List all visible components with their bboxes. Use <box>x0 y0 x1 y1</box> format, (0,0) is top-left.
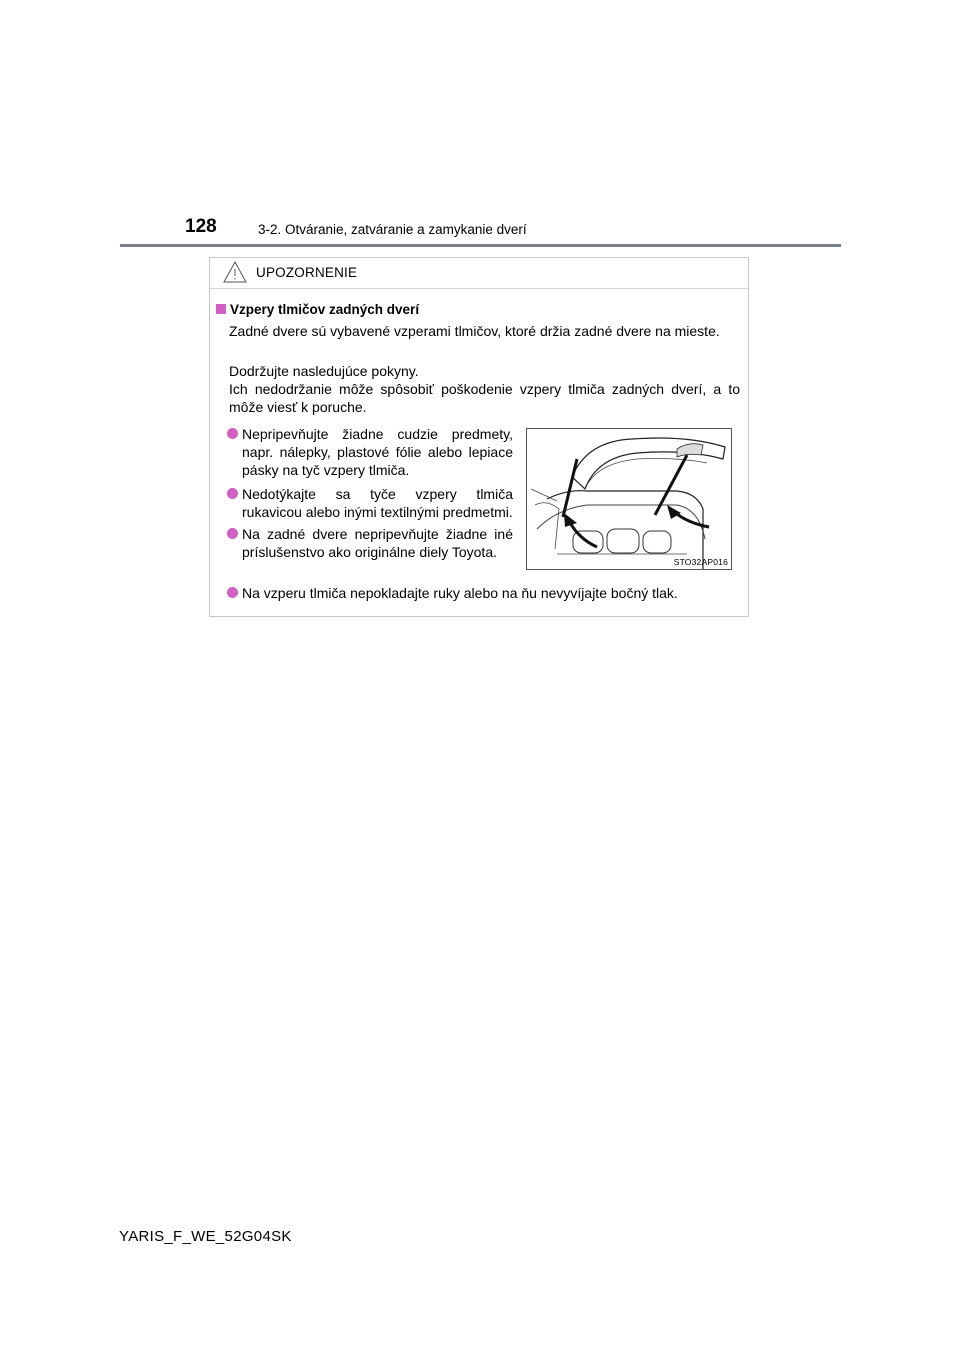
bullet-text: Na vzperu tlmiča nepokladajte ruky alebo na ňu nevyvíjajte bočný tlak. <box>242 585 678 601</box>
section-title: 3-2. Otváranie, zatváranie a zamykanie dverí <box>258 222 527 237</box>
bullet-dot-icon <box>227 488 238 499</box>
warning-subheading <box>216 302 419 317</box>
footer-document-id: YARIS_F_WE_52G04SK <box>119 1228 292 1245</box>
tailgate-drawing <box>527 429 731 569</box>
bullet-text: Nepripevňujte žiadne cudzie predmety, napr. nálepky, plastové fólie alebo lepiace pásky na tyč vzpery tlmiča. <box>242 426 513 478</box>
bullet-item-3 <box>227 525 513 561</box>
warning-header <box>210 258 748 289</box>
bullet-dot-icon <box>227 528 238 539</box>
subheading-text: Vzpery tlmičov zadných dverí <box>230 302 420 317</box>
bullet-dot-icon <box>227 587 238 598</box>
bullet-text: Na zadné dvere nepripevňujte žiadne iné príslušenstvo ako originálne diely Toyota. <box>242 526 513 560</box>
bullet-item-4 <box>227 584 742 602</box>
bullet-item-1 <box>227 425 513 479</box>
warning-box <box>209 257 749 617</box>
bullet-item-2 <box>227 485 513 521</box>
instruction-line2: Ich nedodržanie môže spôsobiť poškodenie vzpery tlmiča zadných dverí, a to môže viesť k poruche. <box>229 381 740 415</box>
bullet-text: Nedotýkajte sa tyče vzpery tlmiča rukavicou alebo inými textilnými predmetmi. <box>242 486 513 520</box>
header-rule <box>120 244 841 247</box>
warning-triangle-icon <box>223 260 247 284</box>
instruction-line1: Dodržujte nasledujúce pokyny. <box>229 363 419 379</box>
warning-title: UPOZORNENIE <box>256 265 358 280</box>
square-bullet-icon <box>216 304 226 314</box>
figure-code: STO32AP016 <box>673 557 728 567</box>
intro-paragraph: Zadné dvere sú vybavené vzperami tlmičov, ktoré držia zadné dvere na mieste. <box>229 323 720 339</box>
page-number: 128 <box>185 216 217 237</box>
bullet-dot-icon <box>227 428 238 439</box>
tailgate-strut-illustration <box>526 428 732 570</box>
